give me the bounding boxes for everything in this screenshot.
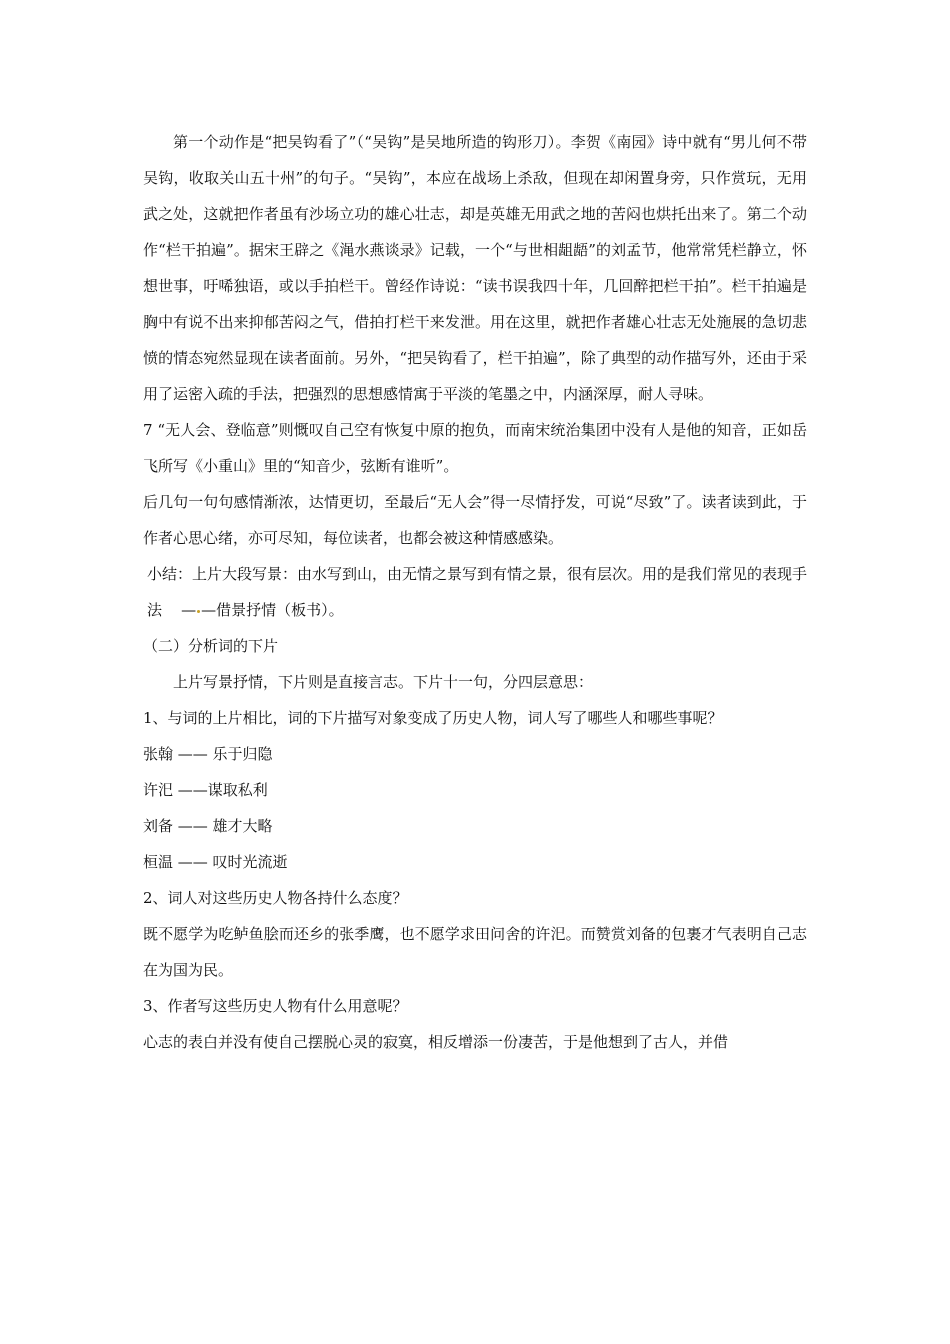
summary-dash-a: — [181, 601, 197, 619]
summary-dash-b: —借景抒情（板书）。 [201, 601, 344, 619]
question-3: 3、作者写这些历史人物有什么用意呢？ [143, 997, 408, 1015]
paragraph-summary [143, 556, 807, 628]
document-page [143, 124, 807, 1060]
summary-text: 小结：上片大段写景：由水写到山，由无情之景写到有情之景，很有层次。用的是我们常见的表现手法 [147, 565, 808, 619]
list-item: 许汜 ——谋取私利 [143, 781, 268, 799]
question-1: 1、与词的上片相比，词的下片描写对象变成了历史人物，词人写了哪些人和哪些事呢？ [143, 709, 723, 727]
paragraph-emotion: 后几句一句句感情渐浓，达情更切，至最后“无人会”得一尽情抒发，可说“尽致”了。读者读到此，于作者心思心绪，亦可尽知，每位读者，也都会被这种情感感染。 [143, 493, 807, 547]
figure-list [143, 736, 807, 880]
answer-2: 既不愿学为吃鲈鱼脍而还乡的张季鹰，也不愿学求田问舍的许汜。而赞赏刘备的包裹才气表明自己志在为国为民。 [143, 925, 807, 979]
list-item: 桓温 —— 叹时光流逝 [143, 853, 288, 871]
list-item: 刘备 —— 雄才大略 [143, 817, 273, 835]
answer-3: 心志的表白并没有使自己摆脱心灵的寂寞，相反增添一份凄苦，于是他想到了古人，并借 [143, 1033, 729, 1051]
list-item: 张翰 —— 乐于归隐 [143, 745, 273, 763]
paragraph-xiapian-intro: 上片写景抒情，下片则是直接言志。下片十一句，分四层意思： [173, 673, 594, 691]
question-2: 2、词人对这些历史人物各持什么态度？ [143, 889, 408, 907]
highlight-dot [197, 610, 200, 613]
paragraph-wurenhui: 7 “无人会、登临意”则慨叹自己空有恢复中原的抱负，而南宋统治集团中没有人是他的知音，正如岳飞所写《小重山》里的“知音少，弦断有谁听”。 [143, 421, 807, 475]
section-heading-xiapian: （二）分析词的下片 [143, 637, 279, 655]
paragraph-wugou-analysis: 第一个动作是“把吴钩看了”（“吴钩”是吴地所造的钩形刀）。李贺《南园》诗中就有“男儿何不带吴钩，收取关山五十州”的句子。“吴钩”，本应在战场上杀敌，但现在却闲置身旁，只作赏玩，无用武之处，这就把作者虽有沙场立功的雄心壮志，却是英雄无用武之地的苦闷也烘托出来了。第二个动作“栏干拍遍”。据宋王辟之《渑水燕谈录》记载，一个“与世相龃龉”的刘孟节，他常常凭栏静立，怀想世事，吁唏独语，或以手拍栏干。曾经作诗说：“读书误我四十年，几回醉把栏干拍”。栏干拍遍是胸中有说不出来抑郁苦闷之气，借拍打栏干来发泄。用在这里，就把作者雄心壮志无处施展的急切悲愤的情态宛然显现在读者面前。另外，“把吴钩看了，栏干拍遍”，除了典型的动作描写外，还由于采用了运密入疏的手法，把强烈的思想感情寓于平淡的笔墨之中，内涵深厚，耐人寻味。 [143, 133, 807, 403]
